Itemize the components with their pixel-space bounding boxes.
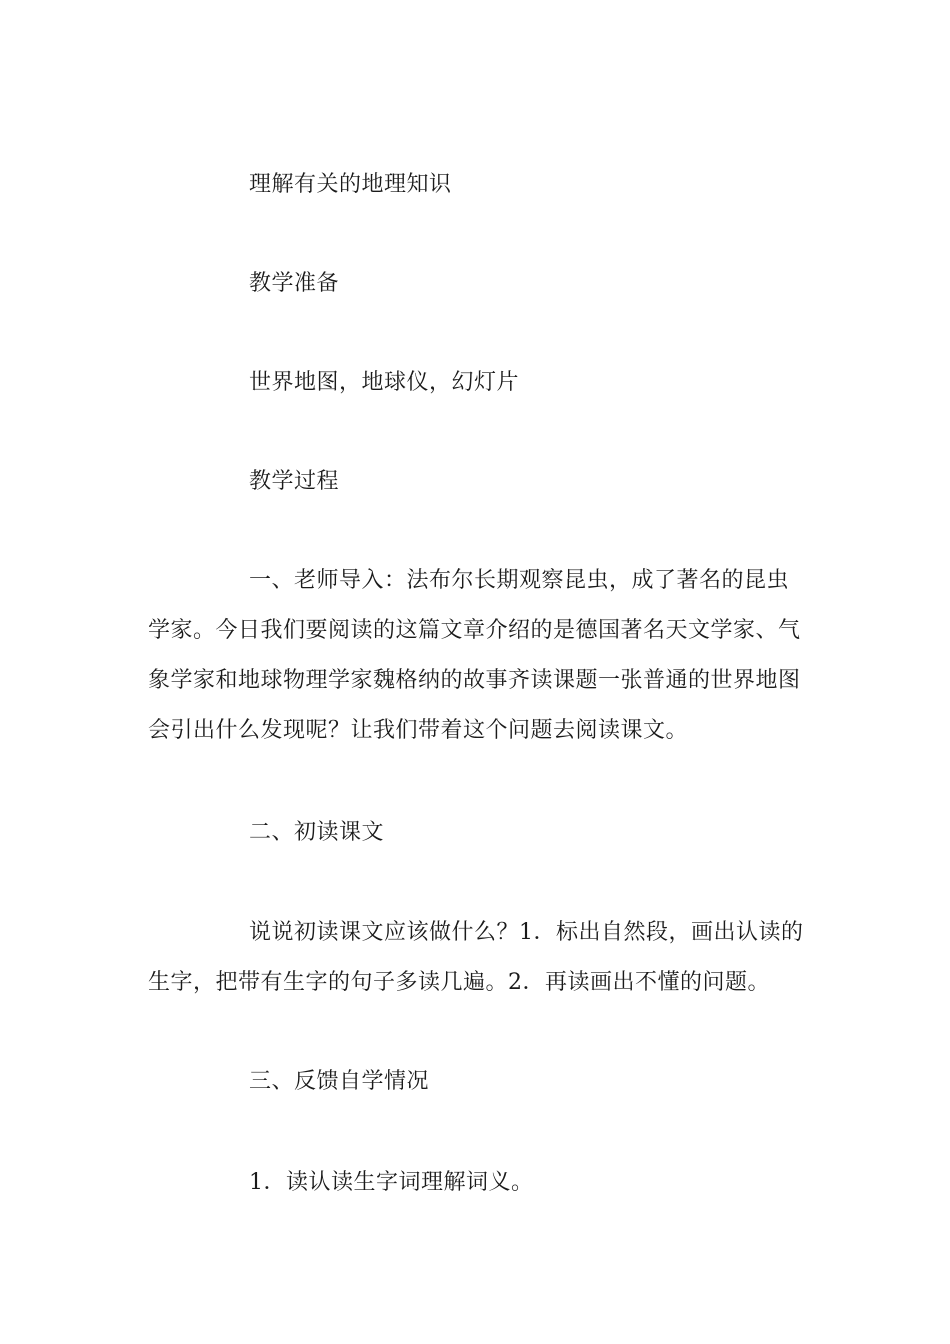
paragraph-first-reading-steps: 说说初读课文应该做什么？1．标出自然段，画出认读的生字，把带有生字的句子多读几遍。2．再读画出不懂的问题。	[148, 920, 804, 995]
heading-self-study-feedback: 三、反馈自学情况	[249, 1069, 430, 1094]
heading-first-reading: 二、初读课文	[249, 820, 385, 845]
heading-teaching-process: 教学过程	[249, 469, 340, 494]
paragraph-materials: 世界地图，地球仪，幻灯片	[249, 370, 520, 395]
paragraph-read-vocabulary: 1．读认读生字词理解词义。	[249, 1170, 534, 1195]
paragraph-understand-geography: 理解有关的地理知识	[249, 172, 452, 197]
paragraph-teacher-introduction: 一、老师导入：法布尔长期观察昆虫，成了著名的昆虫学家。今日我们要阅读的这篇文章介绍的是德国著名天文学家、气象学家和地球物理学家魏格纳的故事齐读课题一张普通的世界地图会引出什么发现呢？让我们带着这个问题去阅读课文。	[148, 568, 801, 743]
heading-teaching-preparation: 教学准备	[249, 271, 340, 296]
